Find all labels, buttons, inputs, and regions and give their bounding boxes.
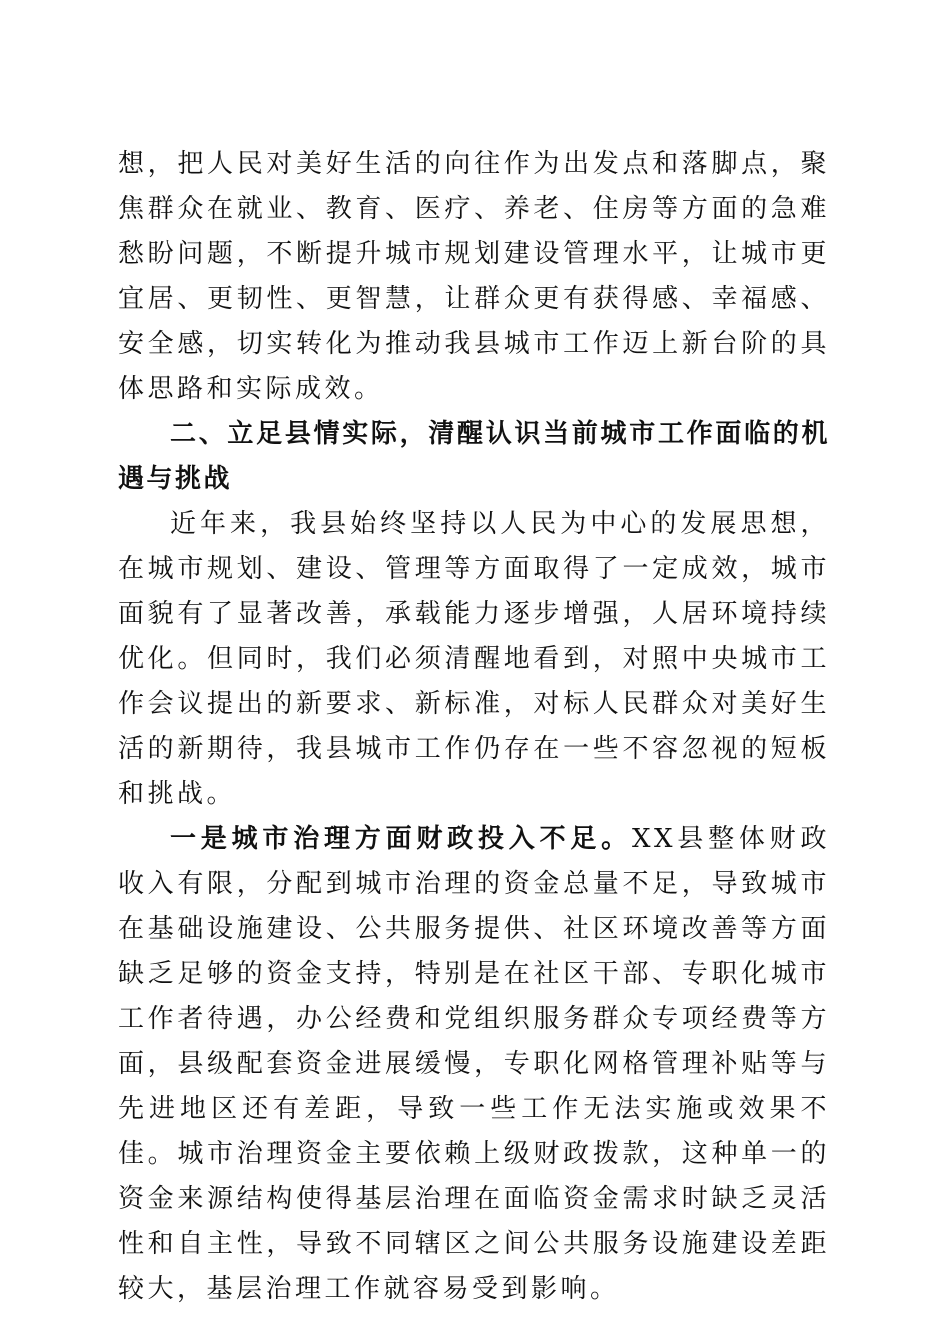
document-page bbox=[118, 142, 830, 1312]
paragraph-intro: 近年来，我县始终坚持以人民为中心的发展思想，在城市规划、建设、管理等方面取得了一定成效，城市面貌有了显著改善，承载能力逐步增强，人居环境持续优化。但同时，我们必须清醒地看到，对照中央城市工作会议提出的新要求、新标准，对标人民群众对美好生活的新期待，我县城市工作仍存在一些不容忽视的短板和挑战。 bbox=[118, 509, 830, 809]
section-heading: 二、立足县情实际，清醒认识当前城市工作面临的机遇与挑战 bbox=[118, 419, 830, 494]
point-one-lead: 一是城市治理方面财政投入不足。 bbox=[170, 824, 632, 854]
point-one-body: XX县整体财政收入有限，分配到城市治理的资金总量不足，导致城市在基础设施建设、公共服务提供、社区环境改善等方面缺乏足够的资金支持，特别是在社区干部、专职化城市工作者待遇，办公经费和党组织服务群众专项经费等方面，县级配套资金进展缓慢，专职化网格管理补贴等与先进地区还有差距，导致一些工作无法实施或效果不佳。城市治理资金主要依赖上级财政拨款，这种单一的资金来源结构使得基层治理在面临资金需求时缺乏灵活性和自主性，导致不同辖区之间公共服务设施建设差距较大，基层治理工作就容易受到影响。 bbox=[118, 824, 830, 1304]
paragraph-point-one bbox=[118, 817, 830, 1312]
paragraph-continued: 想，把人民对美好生活的向往作为出发点和落脚点，聚焦群众在就业、教育、医疗、养老、住房等方面的急难愁盼问题，不断提升城市规划建设管理水平，让城市更宜居、更韧性、更智慧，让群众更有获得感、幸福感、安全感，切实转化为推动我县城市工作迈上新台阶的具体思路和实际成效。 bbox=[118, 149, 830, 404]
